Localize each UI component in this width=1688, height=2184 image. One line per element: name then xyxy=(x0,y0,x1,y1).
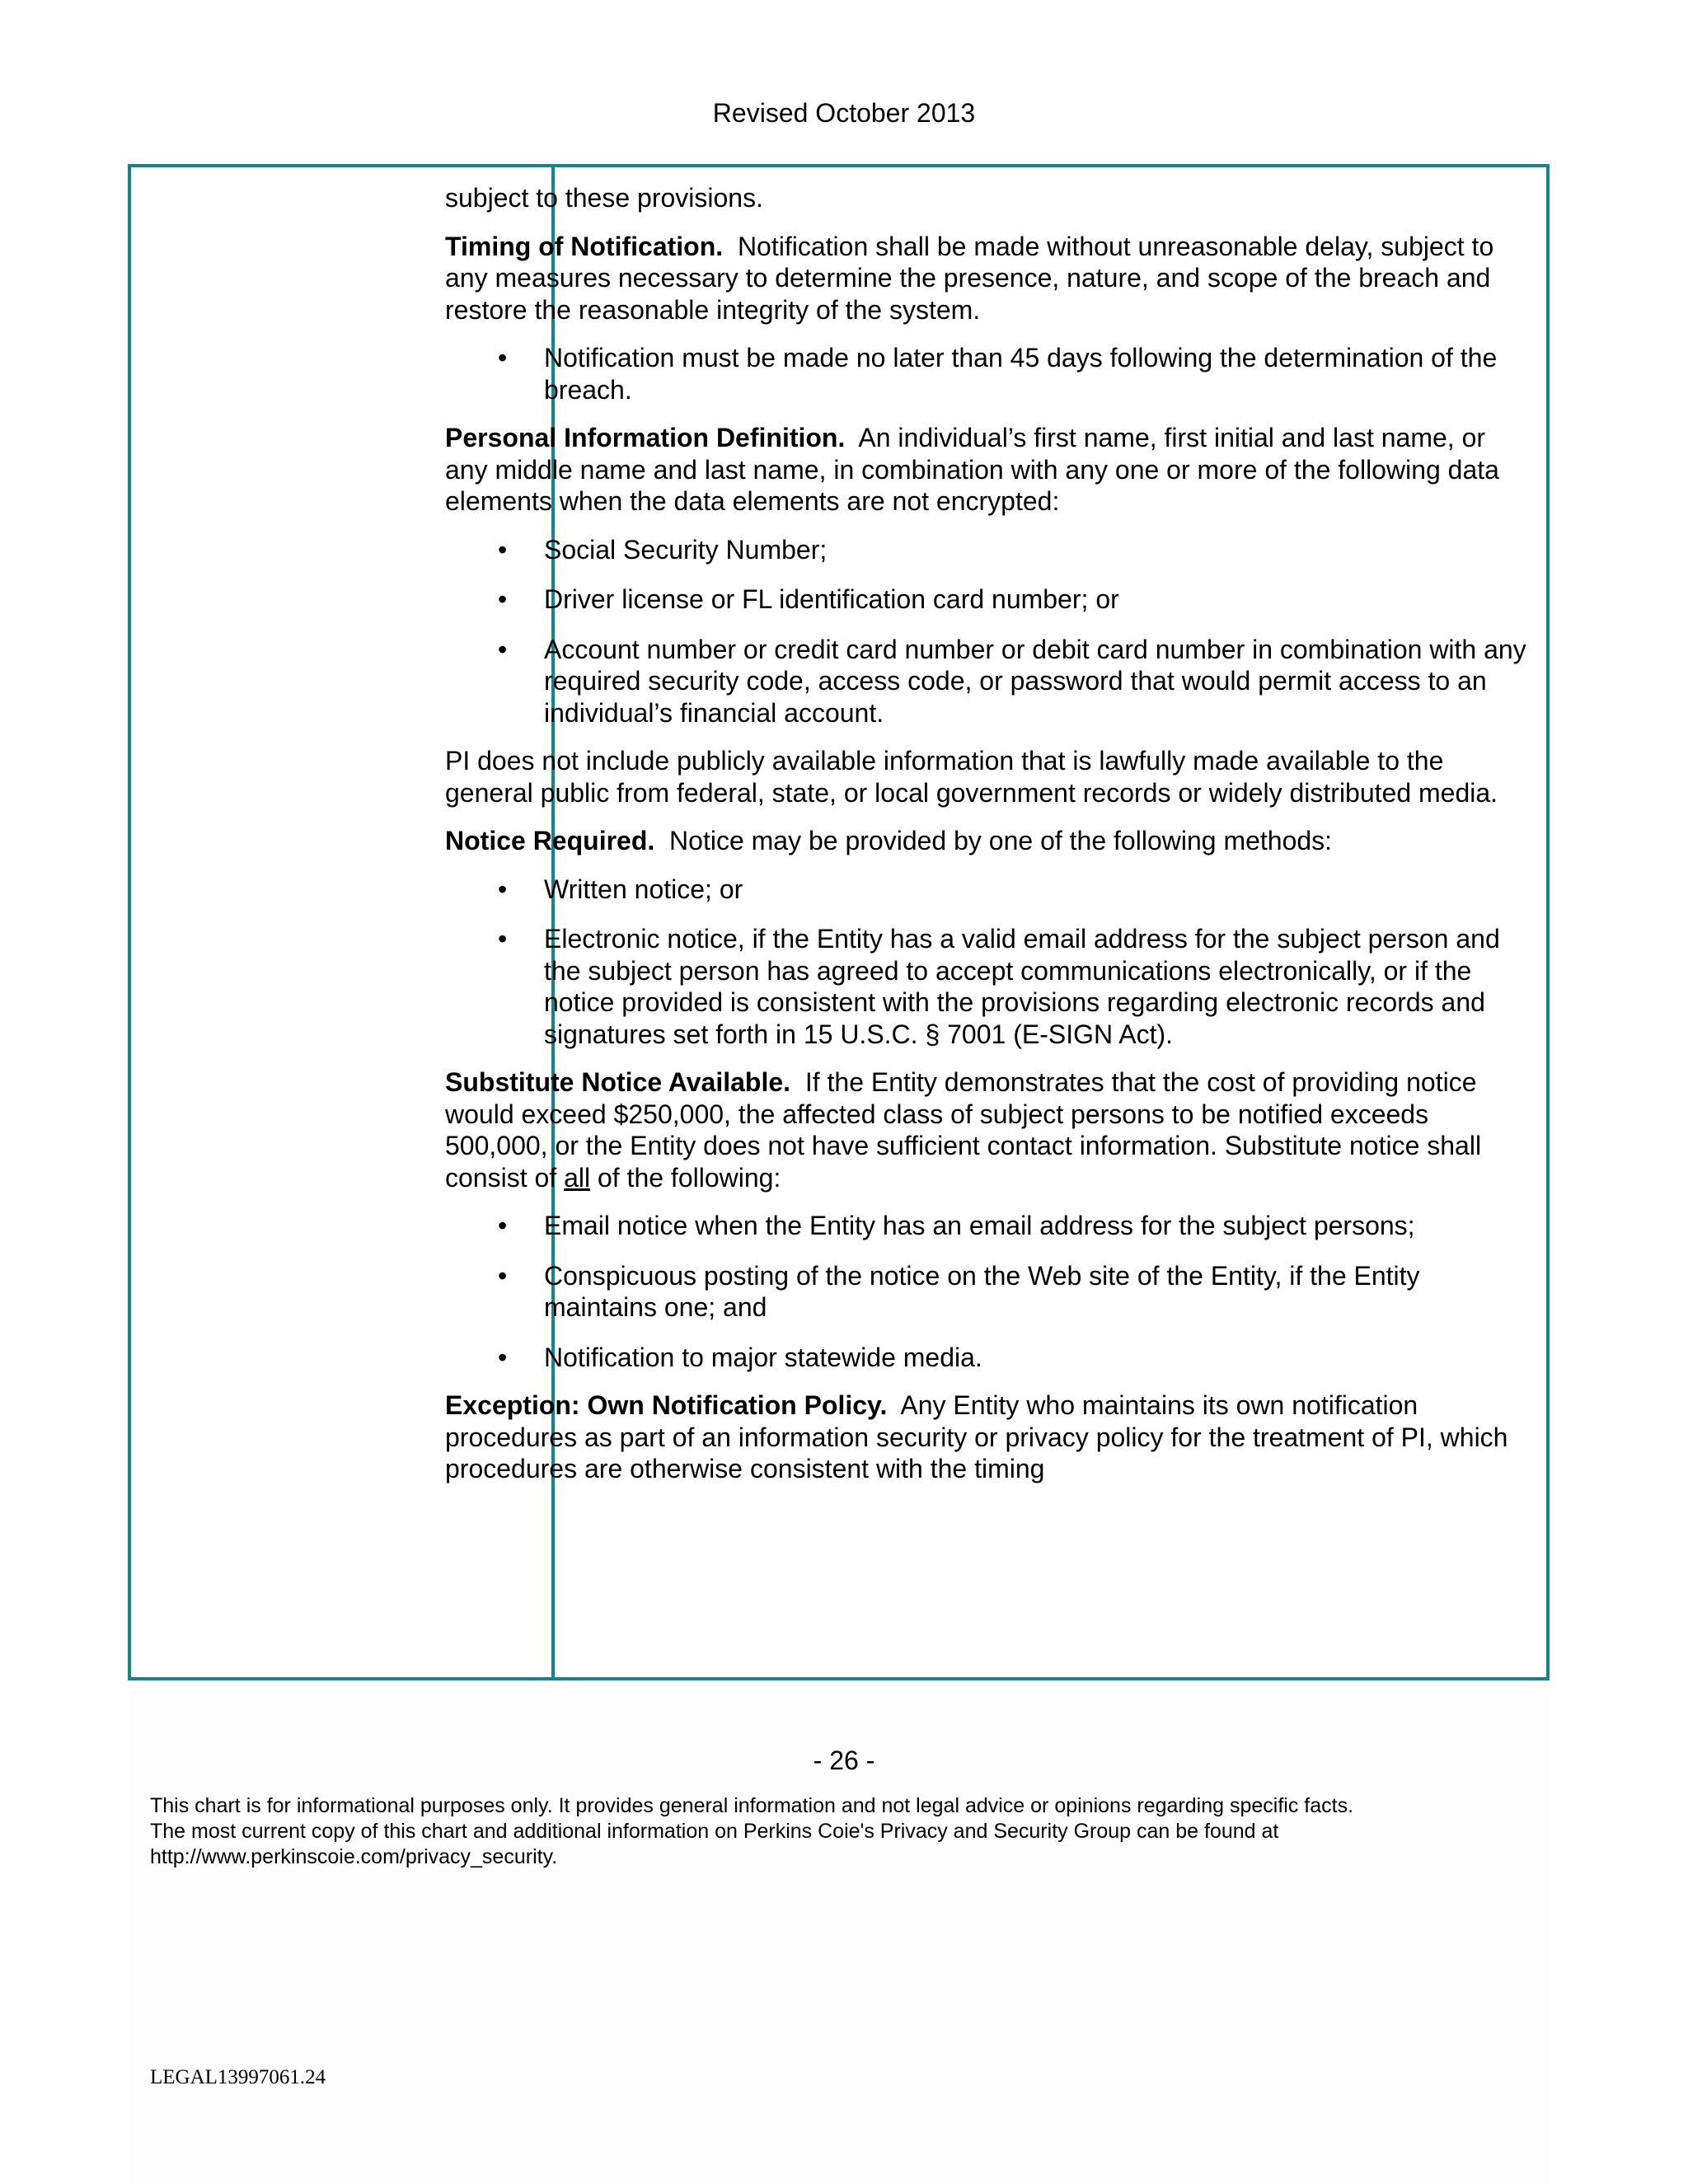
bullet-icon: • xyxy=(498,1211,508,1240)
exception-section xyxy=(445,1390,1533,1485)
page-number: - 26 - xyxy=(813,1746,875,1775)
timing-bullets xyxy=(445,342,1533,405)
list-item: • Account number or credit card number or debit card number in combination with any required security code, access code, or password that would permit access to an individual’s financial account. xyxy=(498,634,1526,728)
substitute-notice-bullets xyxy=(445,1210,1533,1373)
exception-text: Any Entity who maintains its own notification procedures as part of an information security or privacy policy for the treatment of PI, which procedures are otherwise consistent with the timing xyxy=(445,1390,1508,1483)
bullet-icon: • xyxy=(498,1342,508,1372)
pi-definition-heading: Personal Information Definition. xyxy=(445,423,846,452)
list-item: • Driver license or FL identification card number; or xyxy=(498,584,1119,614)
bullet-icon: • xyxy=(498,534,508,565)
substitute-notice-text: If the Entity demonstrates that the cost of providing notice would exceed $250,000, the affected class of subject persons to be notified exceeds 500,000, or the Entity does not have sufficient contact information. Substitute notice shall consist of xyxy=(445,1067,1482,1193)
timing-text: Notification shall be made without unreasonable delay, subject to any measures necessary to determine the presence, nature, and scope of the breach and restore the reasonable integrity of the system. xyxy=(445,231,1494,325)
substitute-notice-heading: Substitute Notice Available. xyxy=(445,1067,791,1097)
provisions-column xyxy=(445,182,1533,1502)
list-item: • Electronic notice, if the Entity has a valid email address for the subject person and the subject person has agreed to accept communications electronically, or if the notice provided is consistent with the provisions regarding electronic records and signatures set forth in 15 U.S.C. § 7001 (E-SIGN Act). xyxy=(498,924,1500,1049)
timing-section xyxy=(445,231,1533,326)
bullet-icon: • xyxy=(498,343,508,373)
underlined-all: all xyxy=(564,1162,591,1193)
list-item: • Conspicuous posting of the notice on the Web site of the Entity, if the Entity maintains one; and xyxy=(498,1260,1420,1322)
notice-required-heading: Notice Required. xyxy=(445,826,655,855)
bullet-icon: • xyxy=(498,584,508,614)
bullet-icon: • xyxy=(498,1260,508,1291)
substitute-notice-section xyxy=(445,1066,1533,1193)
pi-definition-text: An individual’s first name, first initial and last name, or any middle name and last name, in combination with any one or more of the following data elements when the data elements are not encrypted: xyxy=(445,423,1499,516)
disclaimer xyxy=(150,1793,1551,1870)
disclaimer-line: The most current copy of this chart and additional information on Perkins Coie's Privacy and Security Group can be found at xyxy=(150,1820,1279,1843)
document-code: LEGAL13997061.24 xyxy=(150,2066,326,2088)
exception-heading: Exception: Own Notification Policy. xyxy=(445,1390,888,1420)
bullet-icon: • xyxy=(498,924,508,954)
pi-definition-bullets xyxy=(445,534,1533,729)
list-item: • Social Security Number; xyxy=(498,534,828,565)
revision-date: Revised October 2013 xyxy=(712,98,976,128)
list-item: • Written notice; or xyxy=(498,874,743,904)
pi-exclusion-text: PI does not include publicly available information that is lawfully made available to the general public from federal, state, or local government records or widely distributed media. xyxy=(445,746,1498,808)
disclaimer-link[interactable]: http://www.perkinscoie.com/privacy_security. xyxy=(150,1845,558,1868)
intro-text: subject to these provisions. xyxy=(445,183,763,213)
notice-required-section xyxy=(445,825,1533,857)
timing-heading: Timing of Notification. xyxy=(445,231,724,261)
list-item: • Notification must be made no later than 45 days following the determination of the breach. xyxy=(498,343,1498,405)
notice-required-bullets xyxy=(445,874,1533,1051)
pi-definition-section xyxy=(445,422,1533,518)
notice-required-text: Notice may be provided by one of the following methods: xyxy=(669,826,1333,855)
disclaimer-line: This chart is for informational purposes only. It provides general information and not legal advice or opinions regarding specific facts. xyxy=(150,1794,1354,1817)
list-item: • Notification to major statewide media. xyxy=(498,1342,982,1372)
substitute-notice-text-end: of the following: xyxy=(590,1162,781,1193)
bullet-icon: • xyxy=(498,874,508,904)
list-item: • Email notice when the Entity has an email address for the subject persons; xyxy=(498,1211,1415,1240)
bullet-icon: • xyxy=(498,634,508,664)
